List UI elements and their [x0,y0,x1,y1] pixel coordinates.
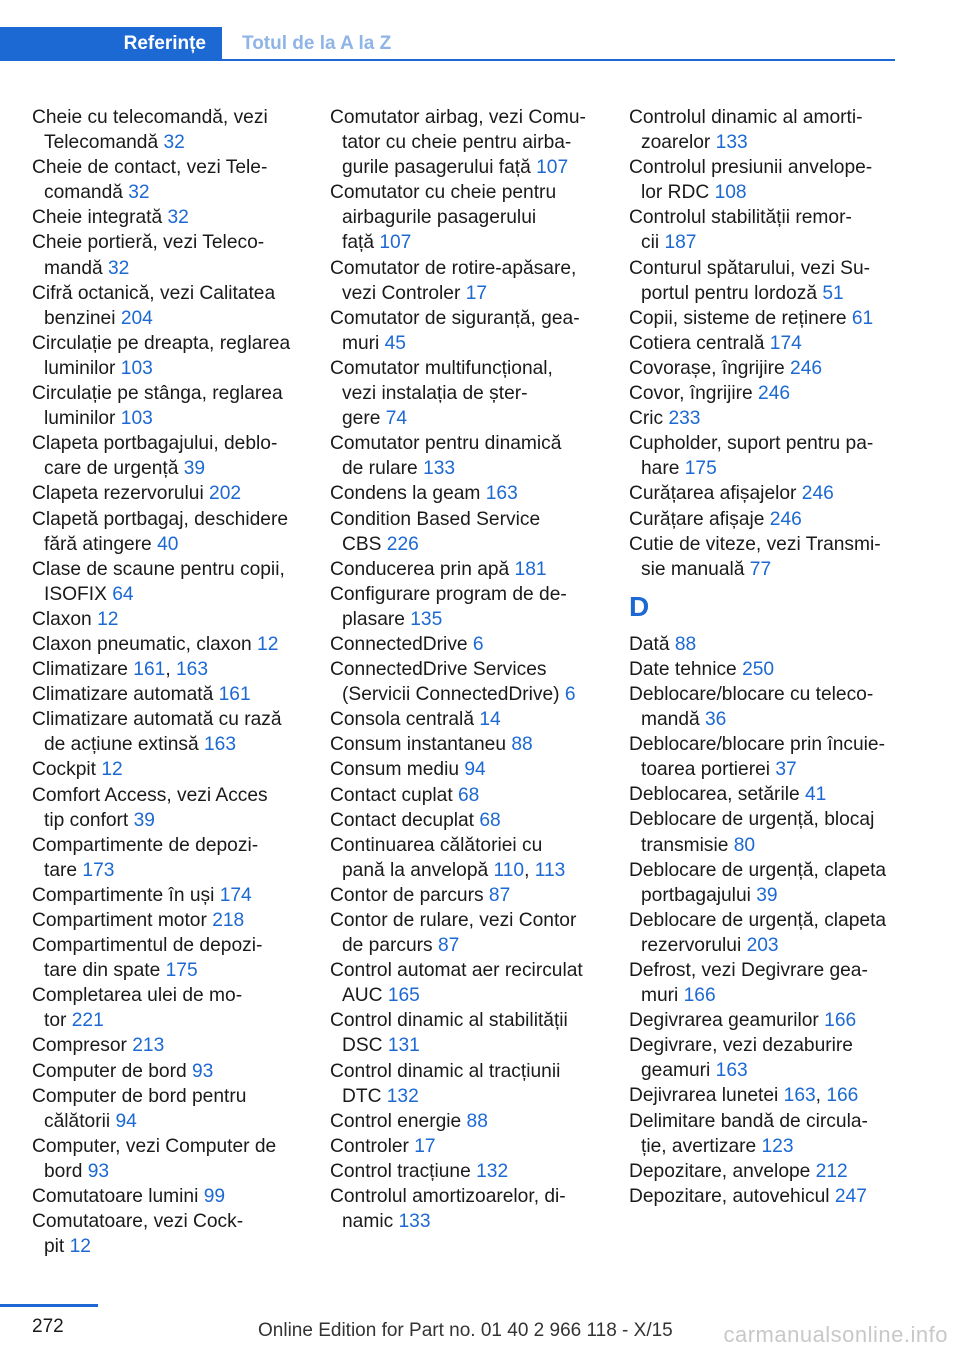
index-entry-text: Compartimente în uși [32,884,220,906]
index-entry [629,632,909,657]
page-link[interactable]: 246 [758,383,791,405]
index-entry [330,808,610,833]
index-entry [330,105,610,180]
index-entry [32,331,312,381]
index-entry [32,507,312,557]
index-entry [32,431,312,481]
index-entry [32,707,312,757]
index-entry [330,958,610,1008]
index-entry [629,507,909,532]
tab-references[interactable]: Referințe [0,27,222,61]
index-entry-text: Contact decuplat [330,809,480,831]
index-column-2 [330,105,610,1234]
index-entry-text: Comutator multifuncțional, vezi instalația de șter‐ gere [330,357,553,430]
index-entry [32,105,312,155]
index-entry [32,205,312,230]
index-entry-text: Comutator de siguranță, gea‐ muri [330,307,580,354]
page-link[interactable]: 39 [183,458,206,480]
page-link[interactable]: 45 [384,332,406,354]
index-entry-text: Control tracțiune [330,1160,477,1182]
page-link[interactable]: 135 [410,608,443,630]
index-entry-text: Cifră octanică, vezi Calitatea benzinei [32,282,276,329]
index-entry [32,833,312,883]
page-link[interactable]: 93 [87,1160,110,1182]
page-link[interactable]: 132 [386,1085,419,1107]
page-link[interactable]: 233 [668,408,701,430]
index-column-1 [32,105,312,1259]
index-entry-text: Curățarea afișajelor [629,483,802,505]
index-entry-text: Cupholder, suport pentru pa‐ hare [629,433,874,480]
index-entry-text: Compartiment motor [32,910,213,931]
page-link[interactable]: 133 [398,1211,431,1233]
index-entry [32,682,312,707]
index-entry [32,381,312,431]
index-entry [32,883,312,908]
page-link[interactable]: 113 [534,859,566,881]
index-entry [629,105,909,155]
index-entry-text: Deblocare de urgență, clapeta portbagajului [629,859,887,906]
index-entry-text: Cutie de viteze, vezi Transmi‐ sie manuală [629,533,881,580]
index-entry-text: Comutator de rotire-apăsare, vezi Controler [330,257,577,304]
index-entry-text: Consum instantaneu [330,734,512,756]
page-link[interactable]: 131 [387,1035,420,1057]
index-entry [330,256,610,306]
page-link[interactable]: 6 [472,633,484,655]
index-entry [32,983,312,1033]
index-entry [629,1083,909,1108]
index-entry-text: Conducerea prin apă [330,558,515,580]
index-entry-text: Controlul amortizoarelor, di‐ namic [330,1186,566,1233]
page-link[interactable]: 107 [379,232,412,254]
index-entry-text: Deblocare de urgență, blocaj transmisie [629,809,875,856]
index-entry [330,908,610,958]
page-link[interactable]: 246 [801,483,834,505]
index-entry [32,933,312,983]
index-entry [629,306,909,331]
index-entry [330,1159,610,1184]
page-link[interactable]: 41 [804,784,827,806]
page-link[interactable]: 32 [108,257,130,279]
page-link[interactable]: 17 [414,1135,436,1157]
index-entry [629,1033,909,1083]
index-entry [330,557,610,582]
index-entry-text: Clapetă portbagaj, deschidere fără atingere [32,508,289,555]
index-entry [330,582,610,632]
index-entry [32,1209,312,1259]
index-entry-text: Covor, îngrijire [629,383,759,405]
index-entry-text: Deblocare de urgență, clapeta rezervorului [629,909,887,956]
page-link[interactable]: 123 [761,1135,794,1157]
index-entry-text: Consum mediu [330,759,465,781]
index-entry [629,155,909,205]
page-link[interactable]: 107 [536,157,569,179]
index-entry-text: Controlul presiunii anvelope‐ lor RDC [629,157,873,204]
page-link[interactable]: 32 [163,132,185,154]
page-number: 272 [32,1316,64,1337]
index-entry-text: Comutator cu cheie pentru airbagurile pasagerului față [330,182,557,254]
page-link[interactable]: 94 [115,1110,137,1132]
index-entry [32,783,312,833]
index-entry [629,256,909,306]
index-entry-text: Deblocare/blocare prin încuie‐ toarea portierei [629,734,885,781]
index-entry-text: Control dinamic al stabilității DSC [330,1010,568,1057]
index-entry-text: Climatizare automată cu rază de acțiune extinsă [32,709,282,756]
index-entry-text: Comutatoare lumini [32,1186,204,1208]
page-link[interactable]: 87 [488,884,511,906]
index-entry-text: Clapeta rezervorului [32,483,210,505]
index-entry [330,783,610,808]
index-entry-text: Cotiera centrală [629,332,770,354]
footer-rule [0,1304,98,1307]
edition-note: Online Edition for Part no. 01 40 2 966 118 - X/15 [258,1320,673,1341]
index-entry-text: Comfort Access, vezi Acces tip confort [32,784,268,831]
page-link[interactable]: 163 [204,734,237,756]
index-entry-text: Contor de rulare, vezi Contor de parcurs [330,910,577,957]
index-entry [330,306,610,356]
page-link[interactable]: 218 [212,910,245,931]
index-column-3 [629,105,909,1209]
index-entry [32,557,312,607]
index-letter-heading: D [629,590,650,622]
index-entry [32,1084,312,1134]
index-entry-text: Consola centrală [330,709,480,731]
header-bar [0,27,895,61]
index-entry-text: Condens la geam [330,483,486,505]
index-entry-text: Comutatoare, vezi Cock‐ pit [32,1211,244,1258]
index-entry [32,155,312,205]
index-entry [629,657,909,682]
index-entry [629,1184,909,1209]
index-entry-text: Cheie integrată [32,207,168,229]
page-link[interactable]: 213 [132,1035,165,1057]
page-link[interactable]: 175 [165,960,198,982]
page-link[interactable]: 40 [157,533,179,555]
index-entry [32,607,312,632]
index-entry-text: Date tehnice [629,658,743,680]
index-entry-text: Defrost, vezi Degivrare gea‐ muri [629,960,868,1007]
page-link[interactable]: 175 [684,458,717,480]
index-entry [330,481,610,506]
index-entry-text: Deblocarea, setările [629,784,805,806]
index-entry-text: Claxon pneumatic, claxon [32,633,258,655]
index-entry [629,1008,909,1033]
index-entry [32,657,312,682]
index-entry-text: Compresor [32,1035,133,1057]
page-link[interactable]: 103 [120,357,153,379]
page-link[interactable]: 133 [715,132,748,154]
index-entry-text: Covorașe, îngrijire [629,357,791,379]
index-entry [330,757,610,782]
index-entry-text: Climatizare automată [32,684,219,706]
index-entry [32,757,312,782]
page-link[interactable]: 246 [790,357,823,379]
index-entry [330,732,610,757]
page-link[interactable]: 163 [175,659,208,681]
index-entry [330,507,610,557]
index-entry-text: Control energie [330,1110,467,1132]
index-entry [330,1008,610,1058]
index-entry [32,908,312,933]
index-entry-text: Configurare program de de‐ plasare [330,583,567,630]
page-link[interactable]: 36 [705,709,727,731]
index-entry [629,807,909,857]
index-entry [32,281,312,331]
index-entry-text: Claxon [32,608,98,630]
index-entry-text: Condition Based Service CBS [330,508,541,555]
page-link[interactable]: 12 [101,759,123,781]
tab-a-to-z[interactable]: Totul de la A la Z [242,33,392,54]
index-entry [629,431,909,481]
index-entry-text: Clase de scaune pentru copii, ISOFIX [32,558,285,605]
page-link[interactable]: 247 [834,1185,867,1207]
page-link[interactable]: 250 [742,658,775,680]
page-link[interactable]: 161 [133,659,166,681]
index-entry [330,1059,610,1109]
page-link[interactable]: 166 [824,1010,857,1032]
page-link[interactable]: 173 [82,859,115,881]
page-link[interactable]: 174 [219,884,252,906]
index-entry-text: Computer de bord [32,1060,192,1082]
page-link[interactable]: 87 [437,935,460,957]
index-entry-text: Compartimente de depozi‐ tare [32,834,259,881]
index-entry-text: Cric [629,408,669,430]
page-link[interactable]: 133 [423,458,456,480]
page-link[interactable]: 88 [466,1110,488,1132]
page-link[interactable]: 110 [493,859,525,881]
page-link[interactable]: 99 [203,1186,226,1208]
page-link[interactable]: 12 [69,1236,91,1258]
index-entry [32,1134,312,1184]
page-link[interactable]: 204 [120,307,153,329]
page-link[interactable]: 163 [485,483,518,505]
page-link[interactable]: 74 [385,408,408,430]
page-link[interactable]: 166 [826,1085,859,1107]
index-entry-text: Computer de bord pentru călătorii [32,1085,247,1132]
index-entry-text: Curățare afișaje [629,508,770,530]
index-entry-text: Controlul dinamic al amorti‐ zoarelor [629,107,863,154]
index-entry [629,908,909,958]
index-entry [330,431,610,481]
index-entry [32,1184,312,1209]
index-entry-text: Controlul stabilității remor‐ cii [629,207,852,254]
page-link[interactable]: 12 [97,608,119,630]
page-link[interactable]: 212 [815,1160,848,1182]
page-link[interactable]: 165 [387,985,420,1007]
index-entry [32,1033,312,1058]
page-link[interactable]: 17 [465,282,488,304]
index-entry-text: Deblocare/blocare cu teleco‐ mandă [629,683,874,731]
index-entry-text: Cheie de contact, vezi Tele‐ comandă [32,157,268,204]
page-link[interactable]: 51 [822,282,844,304]
page-link[interactable]: 181 [514,558,547,580]
page-link[interactable]: 202 [209,483,242,505]
page-link[interactable]: 187 [664,232,697,254]
index-entry [330,883,610,908]
index-entry [629,331,909,356]
page-link[interactable]: 39 [756,884,778,906]
page-link[interactable]: 88 [674,633,697,655]
index-entry [629,406,909,431]
page-link[interactable]: 103 [120,408,153,430]
index-entry-text: Completarea ulei de mo‐ tor [32,985,243,1032]
index-entry [330,657,610,707]
index-entry-text: Comutator airbag, vezi Comu‐ tator cu cheie pentru airba‐ gurile pasagerului față [330,107,586,179]
index-entry [330,1184,610,1234]
index-entry-text: Contact cuplat [330,784,458,806]
page-link[interactable]: 108 [714,182,747,204]
page-link[interactable]: 246 [769,508,802,530]
index-entry [629,682,909,732]
page-link[interactable]: 80 [733,834,756,856]
index-entry-text: Circulație pe dreapta, reglarea luminilor [32,332,291,379]
page-link[interactable]: 166 [683,985,716,1007]
index-entry-text: ConnectedDrive Services (Servicii ConnectedDrive) [330,659,560,706]
page-link[interactable]: 77 [749,558,772,580]
index-entry-text: Depozitare, anvelope [629,1160,816,1182]
page-link[interactable]: 12 [257,633,279,655]
page-link[interactable]: 226 [386,533,419,555]
page-link[interactable]: 221 [71,1010,104,1032]
index-entry [32,632,312,657]
index-entry-text: Dată [629,633,675,655]
index-entry [330,356,610,431]
page-link[interactable]: 32 [167,207,189,229]
index-entry [629,481,909,506]
index-entry-text: Computer, vezi Computer de bord [32,1135,277,1182]
index-entry-text: Dejivrarea lunetei [629,1085,784,1107]
page-link[interactable]: 61 [851,307,874,329]
index-entry [629,381,909,406]
page-link[interactable]: 94 [464,759,486,781]
index-entry-text: Degivrare, vezi dezaburire geamuri [629,1035,853,1082]
page-link[interactable]: 32 [128,182,150,204]
page-link[interactable]: 88 [511,734,533,756]
index-entry-text: Conturul spătarului, vezi Su‐ portul pentru lordoză [629,257,871,304]
page-link[interactable]: 163 [715,1060,748,1082]
page-link[interactable]: 14 [479,709,501,731]
index-entry-text: Control dinamic al tracțiunii DTC [330,1060,561,1107]
index-entry-text: Compartimentul de depozi‐ tare din spate [32,935,263,982]
page-separator: , [815,1085,827,1107]
index-entry-text: Control automat aer recirculat AUC [330,960,583,1007]
index-entry-text: Clapeta portbagajului, deblo‐ care de urgență [32,433,278,480]
index-entry [629,782,909,807]
index-entry-text: Circulație pe stânga, reglarea luminilor [32,383,283,430]
index-columns [32,105,900,1258]
page-link[interactable]: 68 [458,784,480,806]
page-link[interactable]: 132 [476,1160,509,1182]
page-link[interactable]: 39 [133,809,155,831]
page-link[interactable]: 174 [769,332,802,354]
index-entry [330,707,610,732]
index-entry [629,356,909,381]
index-entry [330,833,610,883]
page-link[interactable]: 68 [479,809,501,831]
index-entry [330,180,610,255]
index-entry-text: Delimitare bandă de circula‐ ție, avertizare [629,1110,868,1157]
index-entry [629,1159,909,1184]
page-link[interactable]: 93 [191,1060,214,1082]
page-link[interactable]: 64 [112,583,134,605]
index-entry [32,1059,312,1084]
page-link[interactable]: 6 [564,684,576,706]
index-entry [32,481,312,506]
index-entry-text: Cockpit [32,759,102,781]
index-entry-text: Climatizare [32,659,134,681]
index-entry [629,532,909,582]
index-entry [330,1109,610,1134]
page-link[interactable]: 203 [746,934,779,956]
page-link[interactable]: 161 [218,684,251,706]
index-entry-text: Continuarea călătoriei cu pană la anvelopă [330,834,543,881]
page-separator: , [165,659,176,681]
index-entry [629,958,909,1008]
index-entry [629,858,909,908]
watermark: carmanualsonline.info [723,1322,948,1347]
index-entry [330,1134,610,1159]
index-entry-text: Depozitare, autovehicul [629,1185,835,1207]
index-entry-text: Copii, sisteme de reținere [629,307,852,329]
page-separator: , [524,859,535,881]
index-entry-text: Cheie portieră, vezi Teleco‐ mandă [32,232,265,279]
index-entry-text: Cheie cu telecomandă, vezi Telecomandă [32,107,268,154]
index-entry-text: ConnectedDrive [330,633,473,655]
page-link[interactable]: 37 [775,759,797,781]
index-entry [330,632,610,657]
page-link[interactable]: 163 [783,1085,816,1107]
index-entry-text: Degivrarea geamurilor [629,1010,825,1032]
index-entry-text: Contor de parcurs [330,884,489,906]
index-entry [629,732,909,782]
index-entry-text: Comutator pentru dinamică de rulare [330,433,562,480]
index-entry [32,230,312,280]
index-entry [629,1109,909,1159]
index-entry [629,205,909,255]
header-rule [222,59,895,61]
index-entry-text: Controler [330,1135,415,1157]
